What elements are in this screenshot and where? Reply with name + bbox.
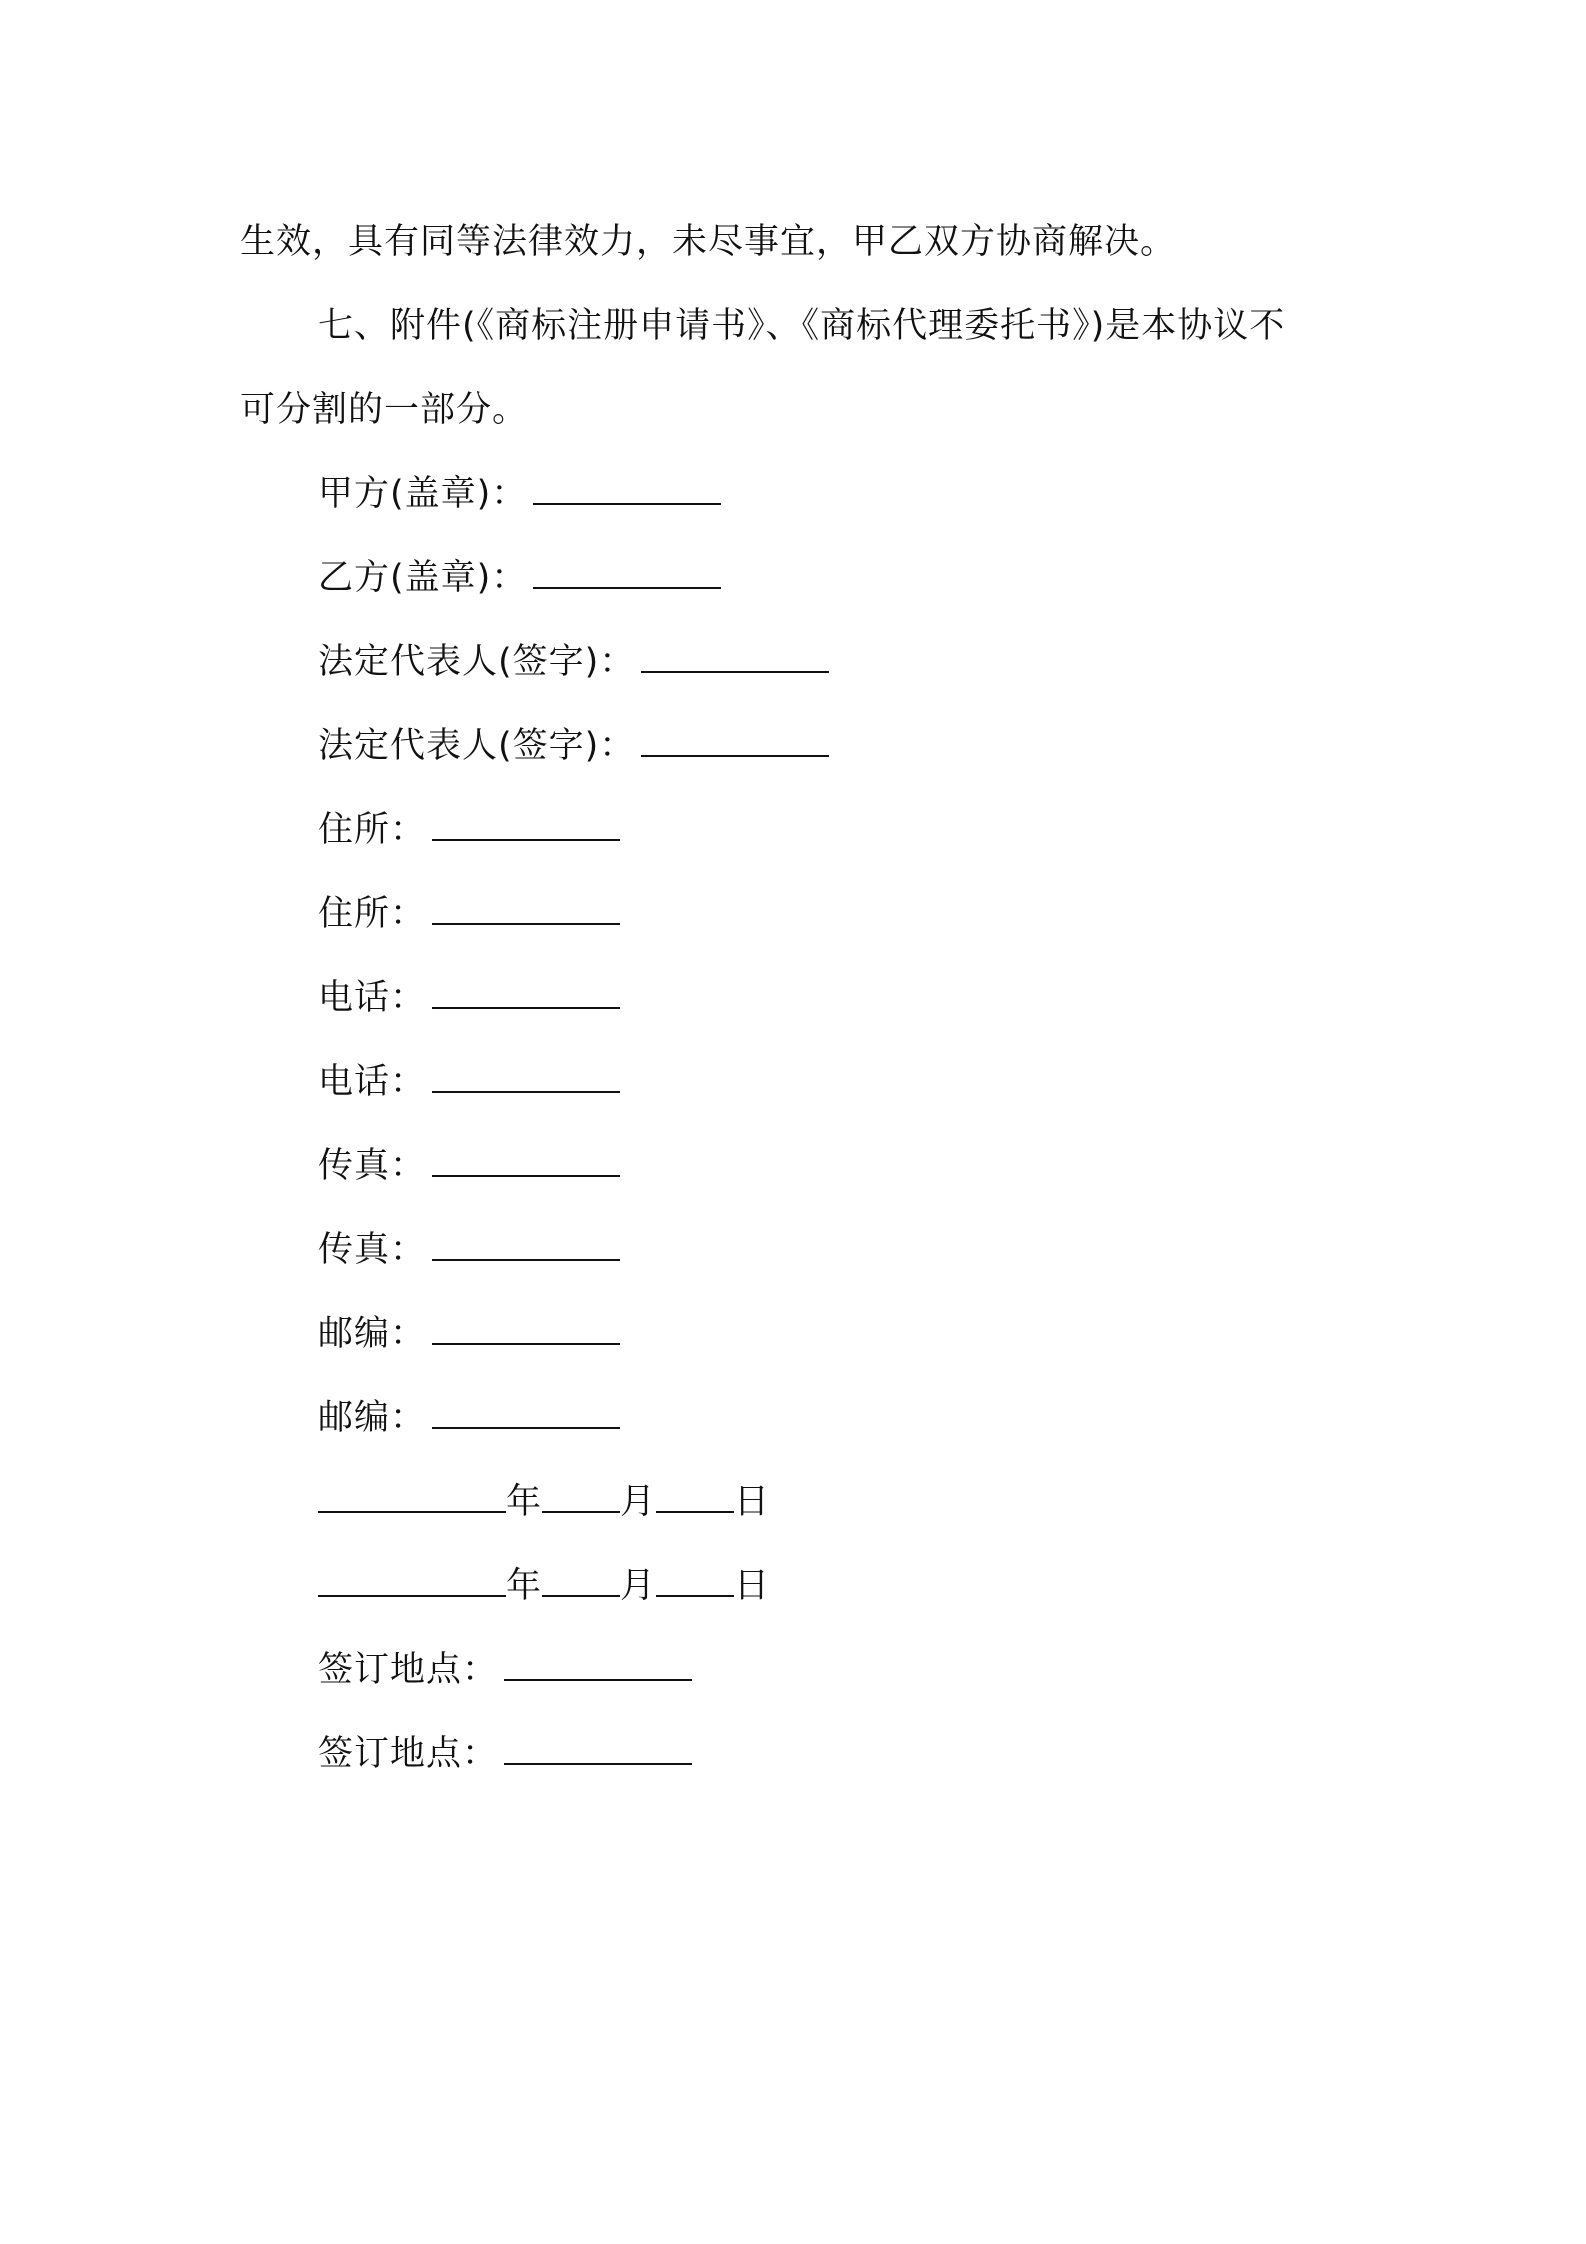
field-address-b (240, 872, 1360, 956)
fill-blank[interactable] (641, 721, 829, 757)
fill-blank[interactable] (504, 1645, 692, 1681)
fill-blank[interactable] (432, 1393, 620, 1429)
field-postcode-a (240, 1292, 1360, 1376)
field-label: 住所： (318, 894, 427, 934)
year-label: 年 (506, 1482, 543, 1522)
field-label: 电话： (318, 978, 427, 1018)
fill-blank[interactable] (432, 889, 620, 925)
day-label: 日 (734, 1482, 771, 1522)
field-label: 传真： (318, 1230, 427, 1270)
fill-blank[interactable] (432, 973, 620, 1009)
field-label: 签订地点： (318, 1734, 499, 1774)
fill-blank[interactable] (432, 805, 620, 841)
field-party-b-seal (240, 536, 1360, 620)
fill-blank[interactable] (533, 553, 721, 589)
fill-blank[interactable] (432, 1309, 620, 1345)
field-label: 法定代表人(签字)： (318, 726, 636, 766)
day-label: 日 (734, 1566, 771, 1606)
field-label: 邮编： (318, 1398, 427, 1438)
paragraph-attachment-line-1: 七、附件(《商标注册申请书》、《商标代理委托书》)是本协议不 (318, 306, 1286, 346)
field-fax-a (240, 1124, 1360, 1208)
field-label: 传真： (318, 1146, 427, 1186)
month-blank[interactable] (542, 1477, 620, 1513)
paragraph-effect: 生效，具有同等法律效力，未尽事宜，甲乙双方协商解决。 (240, 222, 1177, 262)
year-blank[interactable] (318, 1561, 506, 1597)
month-blank[interactable] (542, 1561, 620, 1597)
fill-blank[interactable] (504, 1729, 692, 1765)
field-label: 甲方(盖章)： (318, 474, 528, 514)
day-blank[interactable] (656, 1561, 734, 1597)
fill-blank[interactable] (432, 1225, 620, 1261)
fill-blank[interactable] (432, 1141, 620, 1177)
field-phone-a (240, 956, 1360, 1040)
field-label: 法定代表人(签字)： (318, 642, 636, 682)
fill-blank[interactable] (533, 469, 721, 505)
month-label: 月 (620, 1566, 657, 1606)
year-label: 年 (506, 1566, 543, 1606)
field-label: 邮编： (318, 1314, 427, 1354)
field-phone-b (240, 1040, 1360, 1124)
field-date-b (240, 1544, 1360, 1628)
field-label: 电话： (318, 1062, 427, 1102)
field-address-a (240, 788, 1360, 872)
year-blank[interactable] (318, 1477, 506, 1513)
field-label: 签订地点： (318, 1650, 499, 1690)
document-content (240, 200, 1360, 1796)
fill-blank[interactable] (641, 637, 829, 673)
field-signing-place-b (240, 1712, 1360, 1796)
field-date-a (240, 1460, 1360, 1544)
field-postcode-b (240, 1376, 1360, 1460)
field-label: 住所： (318, 810, 427, 850)
field-legal-rep-signature-b (240, 704, 1360, 788)
field-fax-b (240, 1208, 1360, 1292)
fill-blank[interactable] (432, 1057, 620, 1093)
field-label: 乙方(盖章)： (318, 558, 528, 598)
field-legal-rep-signature-a (240, 620, 1360, 704)
field-signing-place-a (240, 1628, 1360, 1712)
paragraph-attachment-line-2: 可分割的一部分。 (240, 390, 529, 430)
field-party-a-seal (240, 452, 1360, 536)
day-blank[interactable] (656, 1477, 734, 1513)
month-label: 月 (620, 1482, 657, 1522)
